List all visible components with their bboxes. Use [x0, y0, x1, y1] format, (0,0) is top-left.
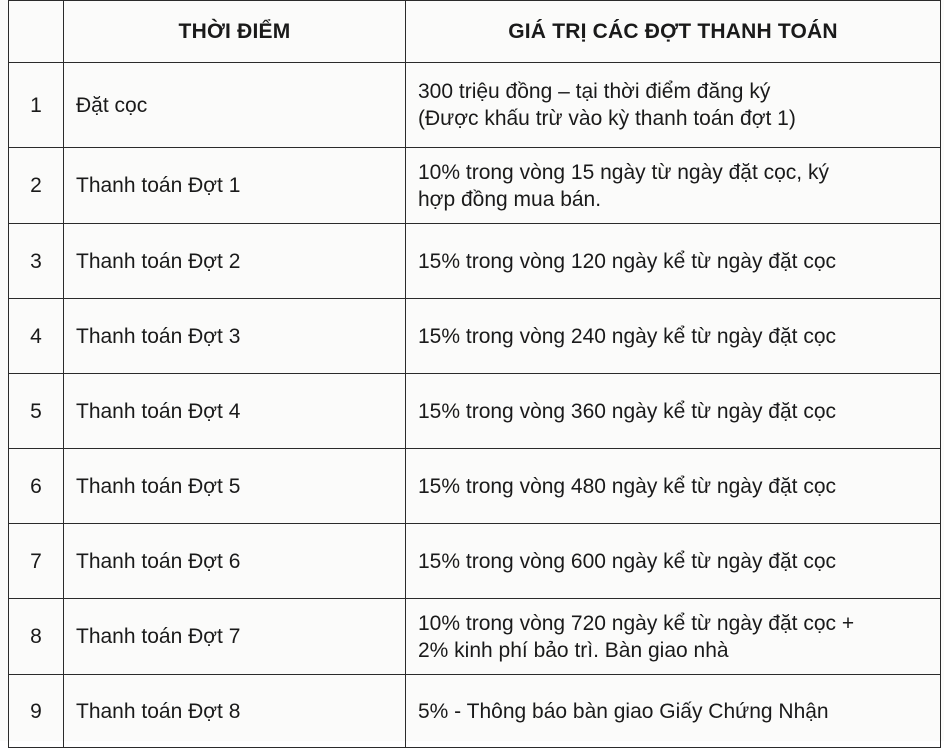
row-number: 8 [9, 599, 64, 675]
row-number: 6 [9, 449, 64, 524]
table-row [9, 148, 941, 224]
table-row [9, 524, 941, 599]
row-value [406, 599, 941, 675]
table-row [9, 599, 941, 675]
row-value-line: 10% trong vòng 720 ngày kể từ ngày đặt cọc + [418, 611, 855, 635]
table-row [9, 675, 941, 748]
table-header-row [9, 1, 941, 63]
row-value-line: 15% trong vòng 480 ngày kể từ ngày đặt cọc [418, 474, 837, 498]
row-number: 7 [9, 524, 64, 599]
header-time: THỜI ĐIỂM [64, 1, 406, 63]
table-row [9, 224, 941, 299]
row-value [406, 374, 941, 449]
header-value: GIÁ TRỊ CÁC ĐỢT THANH TOÁN [406, 1, 941, 63]
row-value [406, 675, 941, 748]
row-time: Thanh toán Đợt 1 [64, 148, 406, 224]
row-number: 3 [9, 224, 64, 299]
row-time: Đặt cọc [64, 63, 406, 148]
row-value [406, 524, 941, 599]
row-number: 2 [9, 148, 64, 224]
table-row [9, 299, 941, 374]
table-row [9, 374, 941, 449]
row-time: Thanh toán Đợt 8 [64, 675, 406, 748]
row-value [406, 63, 941, 148]
row-time: Thanh toán Đợt 2 [64, 224, 406, 299]
header-number [9, 1, 64, 63]
row-value-line: 5% - Thông báo bàn giao Giấy Chứng Nhận [418, 699, 829, 723]
row-value-line: 15% trong vòng 240 ngày kể từ ngày đặt cọc [418, 324, 837, 348]
row-time: Thanh toán Đợt 7 [64, 599, 406, 675]
payment-schedule-table [8, 0, 941, 748]
row-value-line: hợp đồng mua bán. [418, 187, 602, 211]
row-value-line: 2% kinh phí bảo trì. Bàn giao nhà [418, 638, 729, 662]
row-value-line: 15% trong vòng 360 ngày kể từ ngày đặt cọc [418, 399, 837, 423]
row-value-line: 300 triệu đồng – tại thời điểm đăng ký [418, 80, 771, 103]
row-time: Thanh toán Đợt 4 [64, 374, 406, 449]
row-number: 1 [9, 63, 64, 148]
row-value-line: 15% trong vòng 120 ngày kể từ ngày đặt cọc [418, 249, 837, 273]
row-value [406, 148, 941, 224]
row-value [406, 449, 941, 524]
row-time: Thanh toán Đợt 6 [64, 524, 406, 599]
row-value [406, 299, 941, 374]
row-time: Thanh toán Đợt 3 [64, 299, 406, 374]
row-value-line: (Được khấu trừ vào kỳ thanh toán đợt 1) [418, 107, 796, 130]
row-value-line: 15% trong vòng 600 ngày kể từ ngày đặt cọc [418, 549, 837, 573]
row-number: 5 [9, 374, 64, 449]
table-row [9, 449, 941, 524]
row-value-line: 10% trong vòng 15 ngày từ ngày đặt cọc, ký [418, 160, 829, 184]
row-number: 9 [9, 675, 64, 748]
row-value [406, 224, 941, 299]
table-row [9, 63, 941, 148]
row-time: Thanh toán Đợt 5 [64, 449, 406, 524]
row-number: 4 [9, 299, 64, 374]
